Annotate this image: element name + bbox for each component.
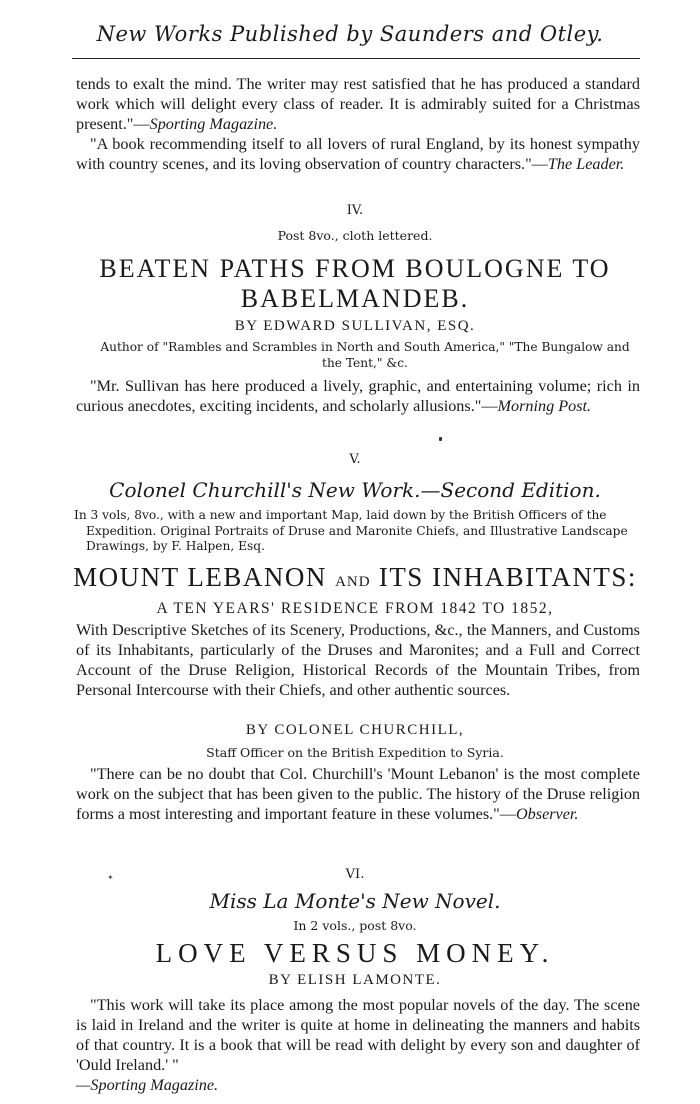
leader-review xyxy=(76,134,640,174)
section-iv-review-source: Morning Post. xyxy=(497,397,592,415)
continued-review-source: Sporting Magazine. xyxy=(149,115,278,133)
running-head: New Works Published by Saunders and Otley. xyxy=(96,22,604,46)
section-iv-title-line1: BEATEN PATHS FROM BOULOGNE TO xyxy=(99,254,611,283)
leader-review-source: The Leader. xyxy=(547,155,625,173)
ink-speck xyxy=(439,437,442,441)
section-vi-title: LOVE VERSUS MONEY. xyxy=(155,938,555,968)
section-iv-author-note: Author of "Rambles and Scrambles in North and South America," "The Bungalow and the Tent," &c. xyxy=(100,340,630,370)
section-iv-format: Post 8vo., cloth lettered. xyxy=(277,228,433,243)
section-v-author: BY COLONEL CHURCHILL, xyxy=(245,722,465,738)
section-iv-review xyxy=(76,376,640,416)
section-iv-review-text: "Mr. Sullivan has here produced a lively, graphic, and entertaining volume; rich in curious anecdotes, exciting incidents, and scholarly allusions."— xyxy=(76,377,640,415)
section-v-numeral: V. xyxy=(349,452,361,467)
section-v-title-a: MOUNT LEBANON xyxy=(73,562,327,592)
section-iv-numeral: IV. xyxy=(346,203,364,218)
section-vi-review-source: —Sporting Magazine. xyxy=(76,1076,219,1094)
section-v-review-source: Observer. xyxy=(515,805,579,823)
continued-review-text: tends to exalt the mind. The writer may rest satisfied that he has produced a standard work which will delight every class of reader. It is admirably suited for a Christmas present."— xyxy=(76,75,640,133)
section-v-title xyxy=(60,562,650,593)
section-iv-title-line2: BABELMANDEB. xyxy=(240,284,470,313)
section-v-review-text: "There can be no doubt that Col. Churchill's 'Mount Lebanon' is the most complete work on the subject that has been given to the public. The history of the Druse religion forms a most interesting and important feature in these volumes."— xyxy=(76,765,640,823)
section-v-title-b: ITS INHABITANTS: xyxy=(378,562,637,592)
section-v-title-and: AND xyxy=(335,574,371,590)
section-vi-review: "This work will take its place among the most popular novels of the day. The scene is laid in Ireland and the writer is quite at home in delineating the manners and habits of that country. It is a book that will be read with delight by every son and daughter of 'Ould Ireland.' " xyxy=(76,996,640,1074)
section-vi-format: In 2 vols., post 8vo. xyxy=(293,918,417,933)
section-vi-review-source-line xyxy=(76,1075,640,1095)
section-v-format-note: In 3 vols, 8vo., with a new and important Map, laid down by the British Officers of the Expedition. Original Portraits of Druse and Maronite Chiefs, and Illustrative Landscape Drawings, by F. Halpen, Esq. xyxy=(74,508,628,553)
continued-review xyxy=(76,74,640,134)
section-iv-author: BY EDWARD SULLIVAN, ESQ. xyxy=(234,318,476,334)
section-v-review xyxy=(76,764,640,824)
section-vi-numeral: VI. xyxy=(345,867,365,882)
section-v-description: With Descriptive Sketches of its Scenery, Productions, &c., the Manners, and Customs of its Inhabitants, particularly of the Druses and Maronites; and a Full and Correct Account of the Druse Religion, Historical Records of the Mountain Tribes, from Personal Intercourse with their Chiefs, and other authentic sources. xyxy=(76,621,640,699)
section-vi-author: BY ELISH LAMONTE. xyxy=(268,972,442,988)
section-v-heading: Colonel Churchill's New Work.—Second Edition. xyxy=(109,478,601,502)
header-rule xyxy=(72,58,640,59)
section-v-author-note: Staff Officer on the British Expedition to Syria. xyxy=(206,745,504,760)
section-v-subtitle: A TEN YEARS' RESIDENCE FROM 1842 TO 1852, xyxy=(156,600,554,617)
leader-review-text: "A book recommending itself to all lovers of rural England, by its honest sympathy with country scenes, and its loving observation of country characters."— xyxy=(76,135,640,173)
section-vi-heading: Miss La Monte's New Novel. xyxy=(209,889,501,913)
ornament-mark: ✦ xyxy=(107,873,114,882)
